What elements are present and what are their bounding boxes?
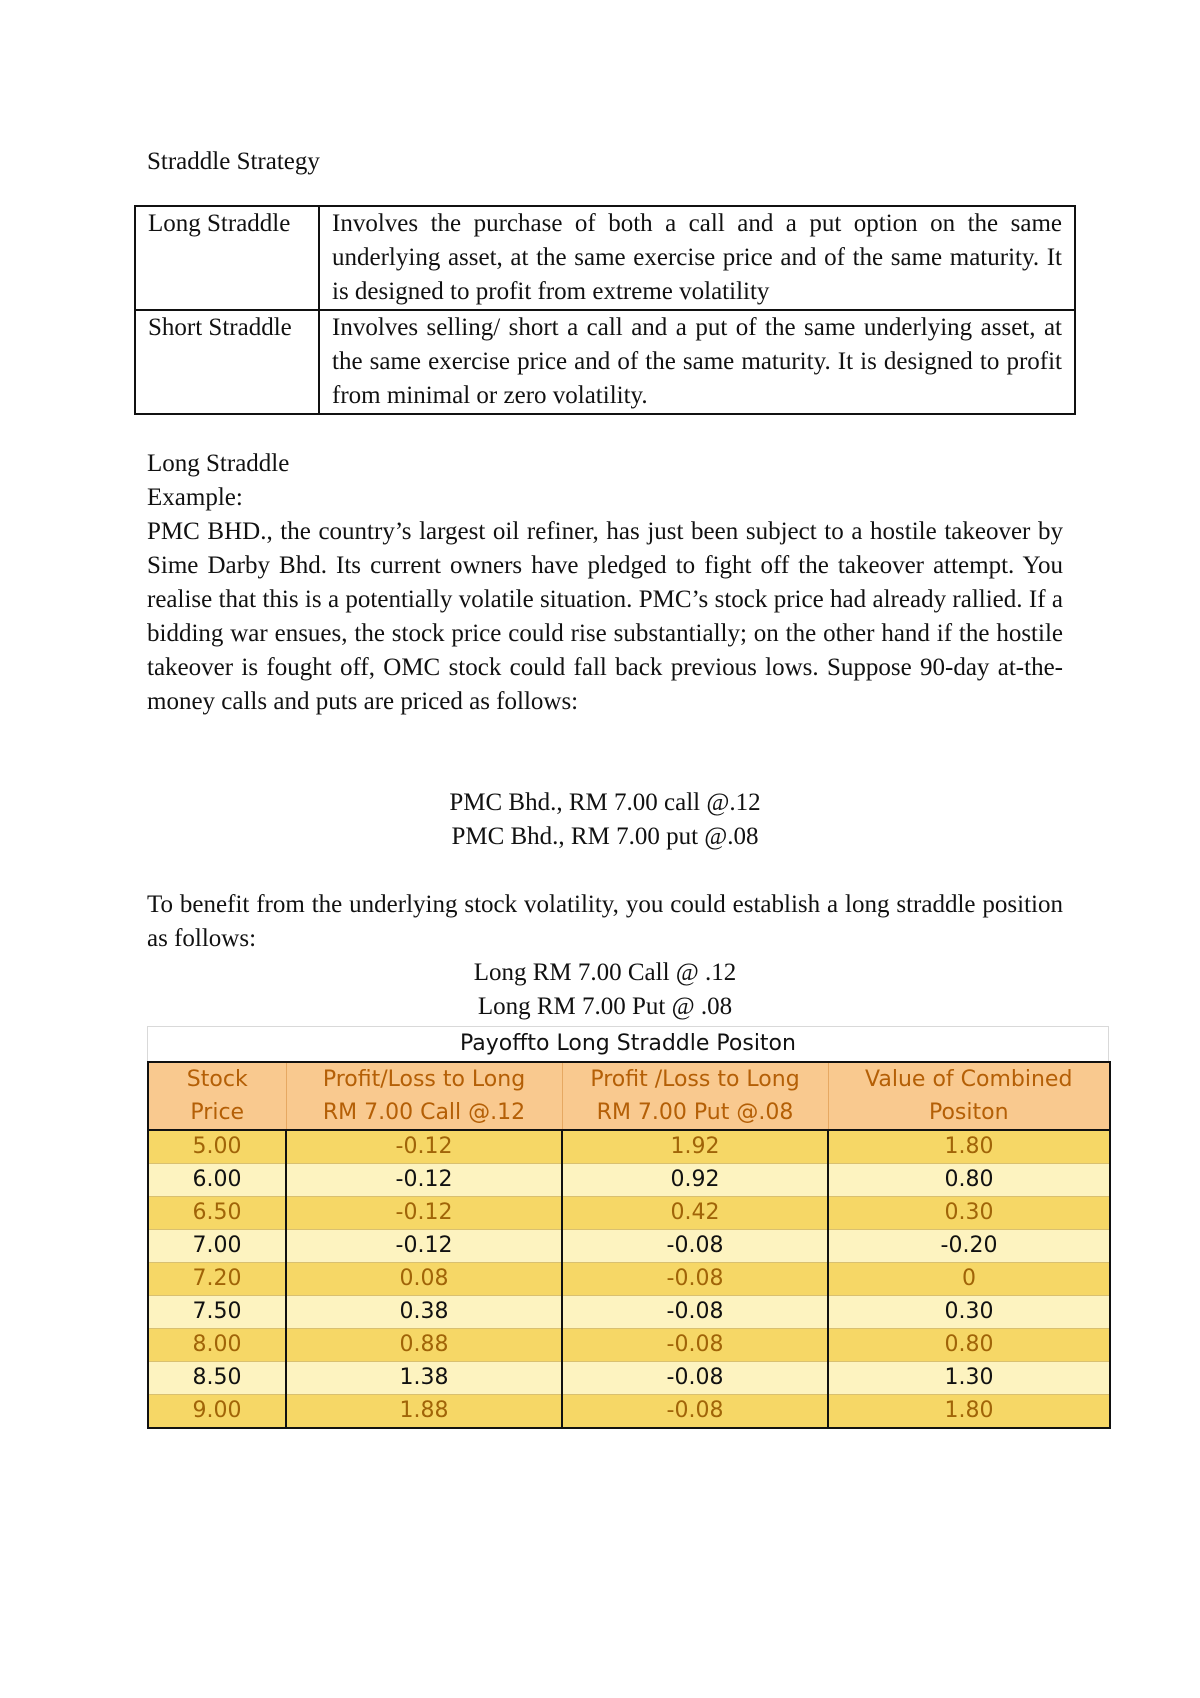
put-pl-cell: -0.08 [562, 1263, 828, 1296]
header-line: RM 7.00 Call @.12 [322, 1100, 526, 1125]
stock-price-cell: 9.00 [148, 1395, 286, 1429]
put-price-line: PMC Bhd., RM 7.00 put @.08 [451, 823, 759, 850]
stock-price-cell: 6.00 [148, 1164, 286, 1197]
call-pl-cell: -0.12 [286, 1230, 562, 1263]
long-put-position: Long RM 7.00 Put @ .08 [477, 993, 733, 1020]
definition-description: Involves the purchase of both a call and a put option on the same underlying asset, at the same exercise price and of the same maturity. It is designed to profit from extreme volatility [319, 206, 1075, 310]
header-combined-value [828, 1062, 1110, 1130]
put-pl-cell: -0.08 [562, 1230, 828, 1263]
long-call-position: Long RM 7.00 Call @ .12 [473, 959, 737, 986]
page-title: Straddle Strategy [147, 148, 320, 175]
combined-value-cell: 0.80 [828, 1164, 1110, 1197]
header-line: Profit /Loss to Long [590, 1067, 800, 1092]
put-pl-cell: 0.42 [562, 1197, 828, 1230]
table-row [148, 1197, 1110, 1230]
put-pl-cell: 1.92 [562, 1130, 828, 1164]
option-prices [147, 786, 1063, 854]
header-line: Stock [186, 1067, 248, 1092]
put-pl-cell: -0.08 [562, 1362, 828, 1395]
payoff-table [147, 1061, 1111, 1429]
definition-description: Involves selling/ short a call and a put of the same underlying asset, at the same exercise price and of the same maturity. It is designed to profit from minimal or zero volatility. [319, 310, 1075, 414]
call-pl-cell: -0.12 [286, 1197, 562, 1230]
stock-price-cell: 7.20 [148, 1263, 286, 1296]
table-row [148, 1395, 1110, 1429]
combined-value-cell: 0.80 [828, 1329, 1110, 1362]
definition-row [135, 206, 1075, 310]
stock-price-cell: 6.50 [148, 1197, 286, 1230]
header-line: RM 7.00 Put @.08 [596, 1100, 794, 1125]
payoff-table-title: Payoffto Long Straddle Positon [147, 1026, 1109, 1061]
combined-value-cell: 1.30 [828, 1362, 1110, 1395]
table-row [148, 1329, 1110, 1362]
call-pl-cell: 1.38 [286, 1362, 562, 1395]
table-row [148, 1296, 1110, 1329]
call-pl-cell: 0.08 [286, 1263, 562, 1296]
call-pl-cell: -0.12 [286, 1164, 562, 1197]
header-line: Value of Combined [865, 1067, 1073, 1092]
definitions-table [134, 205, 1076, 415]
header-put-pl [562, 1062, 828, 1130]
header-line: Positon [928, 1100, 1009, 1125]
put-pl-cell: -0.08 [562, 1296, 828, 1329]
section-heading: Long Straddle [147, 450, 290, 477]
put-pl-cell: -0.08 [562, 1329, 828, 1362]
header-call-pl [286, 1062, 562, 1130]
stock-price-cell: 7.50 [148, 1296, 286, 1329]
benefit-paragraph: To benefit from the underlying stock volatility, you could establish a long straddle position as follows: [147, 891, 1063, 952]
combined-value-cell: 0 [828, 1263, 1110, 1296]
call-pl-cell: 1.88 [286, 1395, 562, 1429]
payoff-header-row [148, 1062, 1110, 1130]
combined-value-cell: 0.30 [828, 1296, 1110, 1329]
table-row [148, 1263, 1110, 1296]
put-pl-cell: -0.08 [562, 1395, 828, 1429]
stock-price-cell: 8.50 [148, 1362, 286, 1395]
table-row [148, 1164, 1110, 1197]
example-paragraph: PMC BHD., the country’s largest oil refiner, has just been subject to a hostile takeover by Sime Darby Bhd. Its current owners have pledged to fight off the takeover attempt. You realise that this is a potentially volatile situation. PMC’s stock price had already rallied. If a bidding war ensues, the stock price could rise substantially; on the other hand if the hostile takeover is fought off, OMC stock could fall back previous lows. Suppose 90-day at-the-money calls and puts are priced as follows: [147, 518, 1063, 715]
table-row [148, 1362, 1110, 1395]
combined-value-cell: 1.80 [828, 1130, 1110, 1164]
header-line: Price [190, 1100, 245, 1125]
stock-price-cell: 7.00 [148, 1230, 286, 1263]
call-pl-cell: 0.88 [286, 1329, 562, 1362]
header-line: Profit/Loss to Long [322, 1067, 526, 1092]
table-row [148, 1130, 1110, 1164]
definition-row [135, 310, 1075, 414]
definition-term: Long Straddle [135, 206, 319, 310]
call-price-line: PMC Bhd., RM 7.00 call @.12 [449, 789, 761, 816]
table-row [148, 1230, 1110, 1263]
stock-price-cell: 5.00 [148, 1130, 286, 1164]
straddle-positions [147, 956, 1063, 1024]
combined-value-cell: -0.20 [828, 1230, 1110, 1263]
header-stock-price [148, 1062, 286, 1130]
definition-term: Short Straddle [135, 310, 319, 414]
call-pl-cell: 0.38 [286, 1296, 562, 1329]
payoff-table-container [147, 1026, 1109, 1429]
combined-value-cell: 0.30 [828, 1197, 1110, 1230]
combined-value-cell: 1.80 [828, 1395, 1110, 1429]
example-label: Example: [147, 484, 243, 511]
stock-price-cell: 8.00 [148, 1329, 286, 1362]
call-pl-cell: -0.12 [286, 1130, 562, 1164]
put-pl-cell: 0.92 [562, 1164, 828, 1197]
